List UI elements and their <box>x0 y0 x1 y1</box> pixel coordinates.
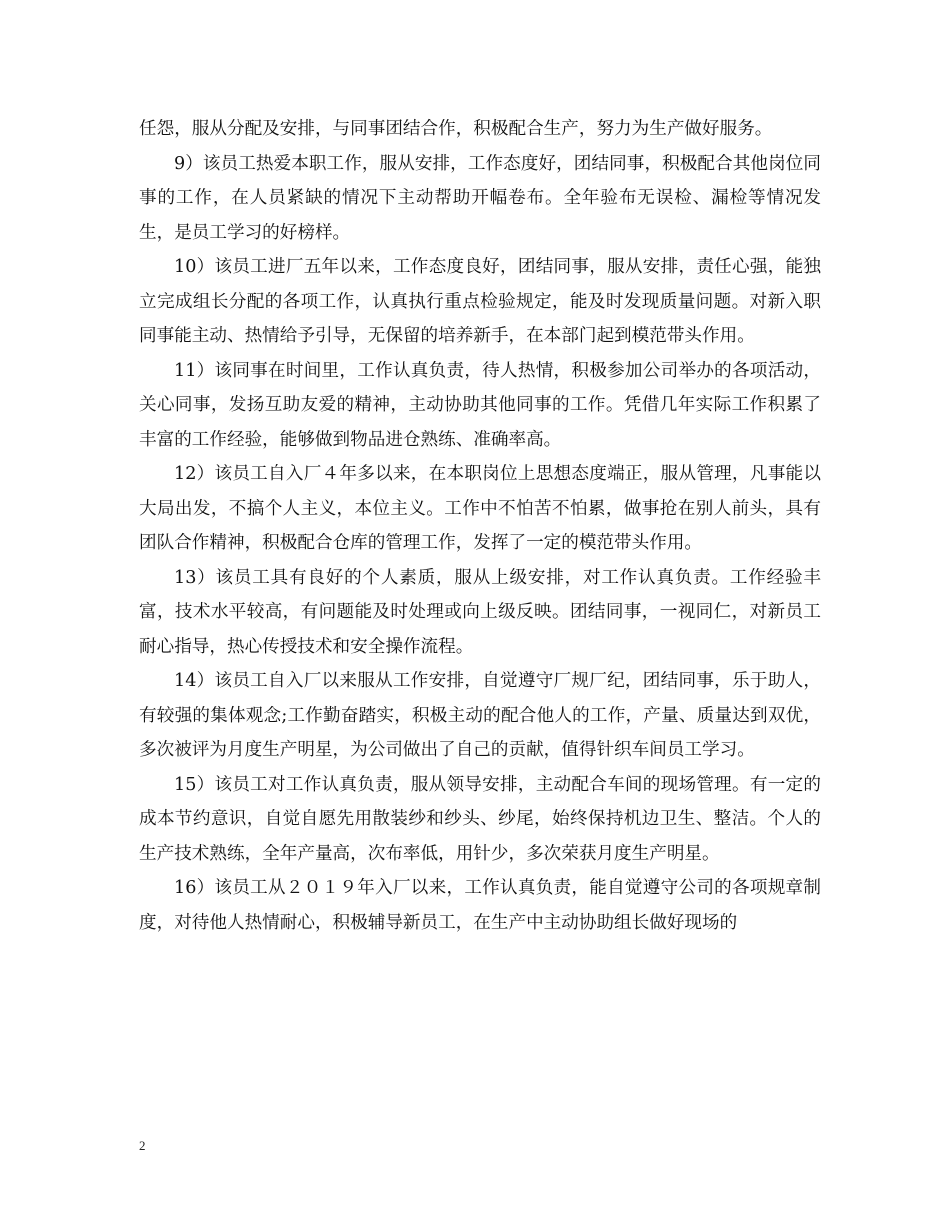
paragraph-item-9: 9）该员工热爱本职工作，服从安排，工作态度好，团结同事，积极配合其他岗位同事的工作，在人员紧缺的情况下主动帮助开幅卷布。全年验布无误检、漏检等情况发生，是员工学习的好榜样。 <box>139 153 821 243</box>
paragraph-item-11: 11）该同事在时间里，工作认真负责，待人热情，积极参加公司举办的各项活动，关心同事，发扬互助友爱的精神，主动协助其他同事的工作。凭借几年实际工作积累了丰富的工作经验，能够做到物品进仓熟练、准确率高。 <box>139 360 821 450</box>
page-number: 2 <box>139 1138 146 1153</box>
paragraph-item-16: 16）该员工从２０１９年入厂以来，工作认真负责，能自觉遵守公司的各项规章制度，对待他人热情耐心，积极辅导新员工，在生产中主动协助组长做好现场的 <box>139 878 821 933</box>
paragraph-item-10: 10）该员工进厂五年以来，工作态度良好，团结同事，服从安排，责任心强，能独立完成组长分配的各项工作，认真执行重点检验规定，能及时发现质量问题。对新入职同事能主动、热情给予引导，无保留的培养新手，在本部门起到模范带头作用。 <box>139 257 821 346</box>
document-body <box>139 112 821 940</box>
paragraph-item-13: 13）该员工具有良好的个人素质，服从上级安排，对工作认真负责。工作经验丰富，技术水平较高，有问题能及时处理或向上级反映。团结同事，一视同仁，对新员工耐心指导，热心传授技术和安全操作流程。 <box>139 567 821 657</box>
paragraph-continuation: 任怨，服从分配及安排，与同事团结合作，积极配合生产，努力为生产做好服务。 <box>139 119 773 139</box>
paragraph-item-14: 14）该员工自入厂以来服从工作安排，自觉遵守厂规厂纪，团结同事，乐于助人，有较强的集体观念;工作勤奋踏实，积极主动的配合他人的工作，产量、质量达到双优，多次被评为月度生产明星，为公司做出了自己的贡献，值得针织车间员工学习。 <box>139 671 821 760</box>
paragraph-item-12: 12）该员工自入厂４年多以来，在本职岗位上思想态度端正，服从管理，凡事能以大局出发，不搞个人主义，本位主义。工作中不怕苦不怕累，做事抢在别人前头，具有团队合作精神，积极配合仓库的管理工作，发挥了一定的模范带头作用。 <box>139 464 821 553</box>
paragraph-item-15: 15）该员工对工作认真负责，服从领导安排，主动配合车间的现场管理。有一定的成本节约意识，自觉自愿先用散装纱和纱头、纱尾，始终保持机边卫生、整洁。个人的生产技术熟练，全年产量高，次布率低，用针少，多次荣获月度生产明星。 <box>139 774 821 864</box>
